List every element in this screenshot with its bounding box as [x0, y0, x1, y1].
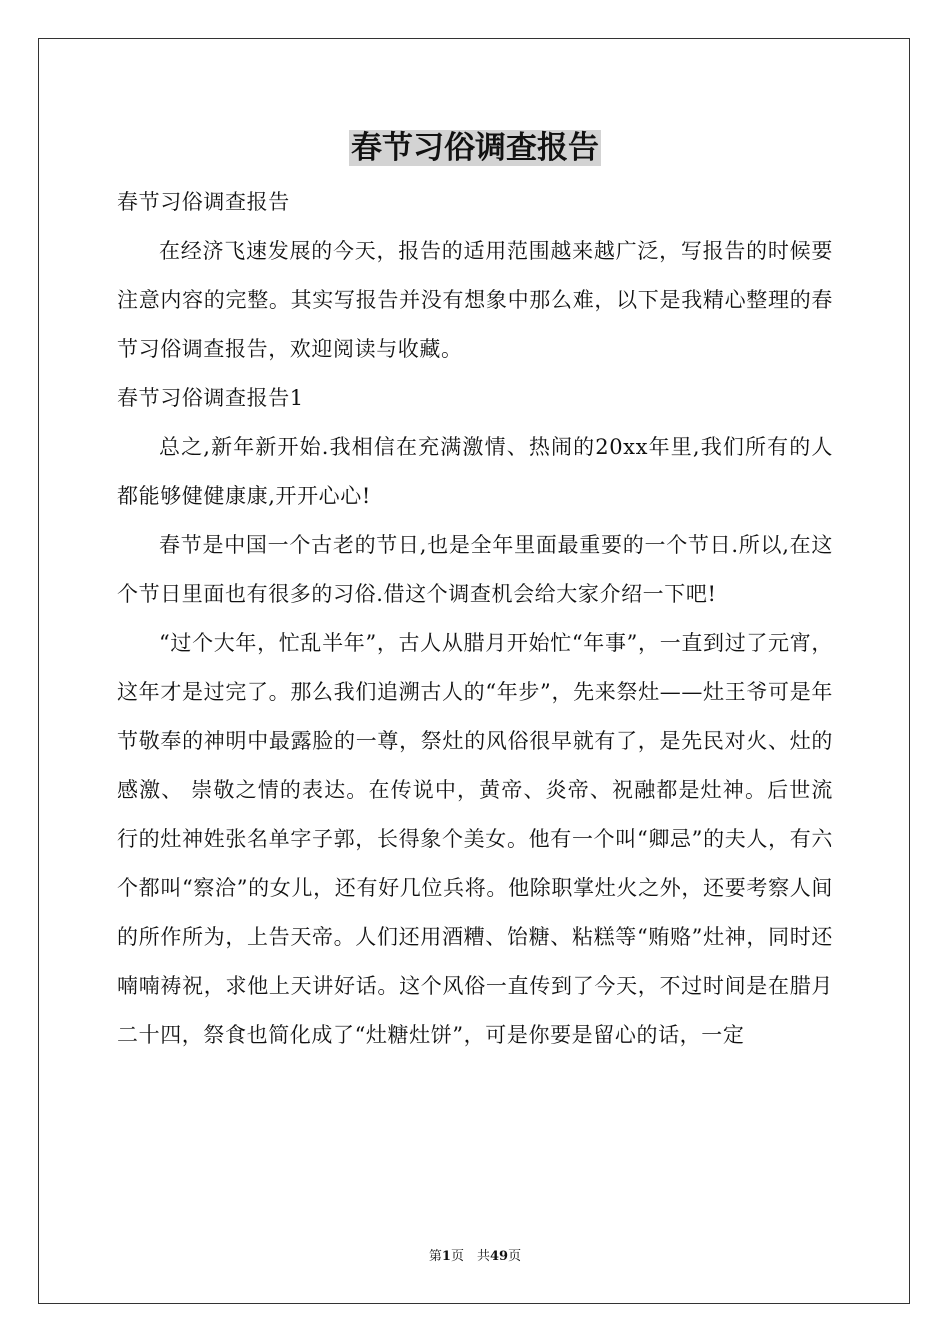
document-title-text: 春节习俗调查报告 — [351, 130, 599, 166]
page-current: 1 — [441, 1249, 451, 1264]
page-suffix: 页 — [508, 1249, 522, 1264]
document-title — [0, 126, 950, 170]
page-footer — [0, 1248, 950, 1266]
section-heading: 春节习俗调查报告1 — [117, 386, 304, 410]
section-heading: 春节习俗调查报告 — [117, 190, 290, 214]
page-total: 49 — [489, 1249, 509, 1264]
body-paragraph: 总之,新年新开始.我相信在充满激情、热闹的20xx年里,我们所有的人都能够健健康康,开开心心! — [117, 435, 833, 508]
document-body — [117, 178, 833, 1060]
body-paragraph: “过个大年，忙乱半年”，古人从腊月开始忙“年事”，一直到过了元宵，这年才是过完了。那么我们追溯古人的“年步”，先来祭灶——灶王爷可是年节敬奉的神明中最露脸的一尊，祭灶的风俗很早就有了，是先民对火、灶的感激、 崇敬之情的表达。在传说中，黄帝、炎帝、祝融都是灶神。后世流行的灶神姓张名单字子郭，长得象个美女。他有一个叫“卿忌”的夫人，有六个都叫“察洽”的女儿，还有好几位兵将。他除职掌灶火之外，还要考察人间的所作所为，上告天帝。人们还用酒糟、饴糖、粘糕等“贿赂”灶神，同时还喃喃祷祝，求他上天讲好话。这个风俗一直传到了今天，不过时间是在腊月二十四，祭食也简化成了“灶糖灶饼”，可是你要是留心的话，一定 — [117, 631, 833, 1047]
body-paragraph: 春节是中国一个古老的节日,也是全年里面最重要的一个节日.所以,在这个节日里面也有很多的习俗.借这个调查机会给大家介绍一下吧! — [117, 533, 833, 606]
body-paragraph: 在经济飞速发展的今天，报告的适用范围越来越广泛，写报告的时候要注意内容的完整。其实写报告并没有想象中那么难，以下是我精心整理的春节习俗调查报告，欢迎阅读与收藏。 — [117, 239, 833, 361]
page-mid: 页 共 — [450, 1249, 490, 1264]
page-prefix: 第 — [428, 1249, 442, 1264]
